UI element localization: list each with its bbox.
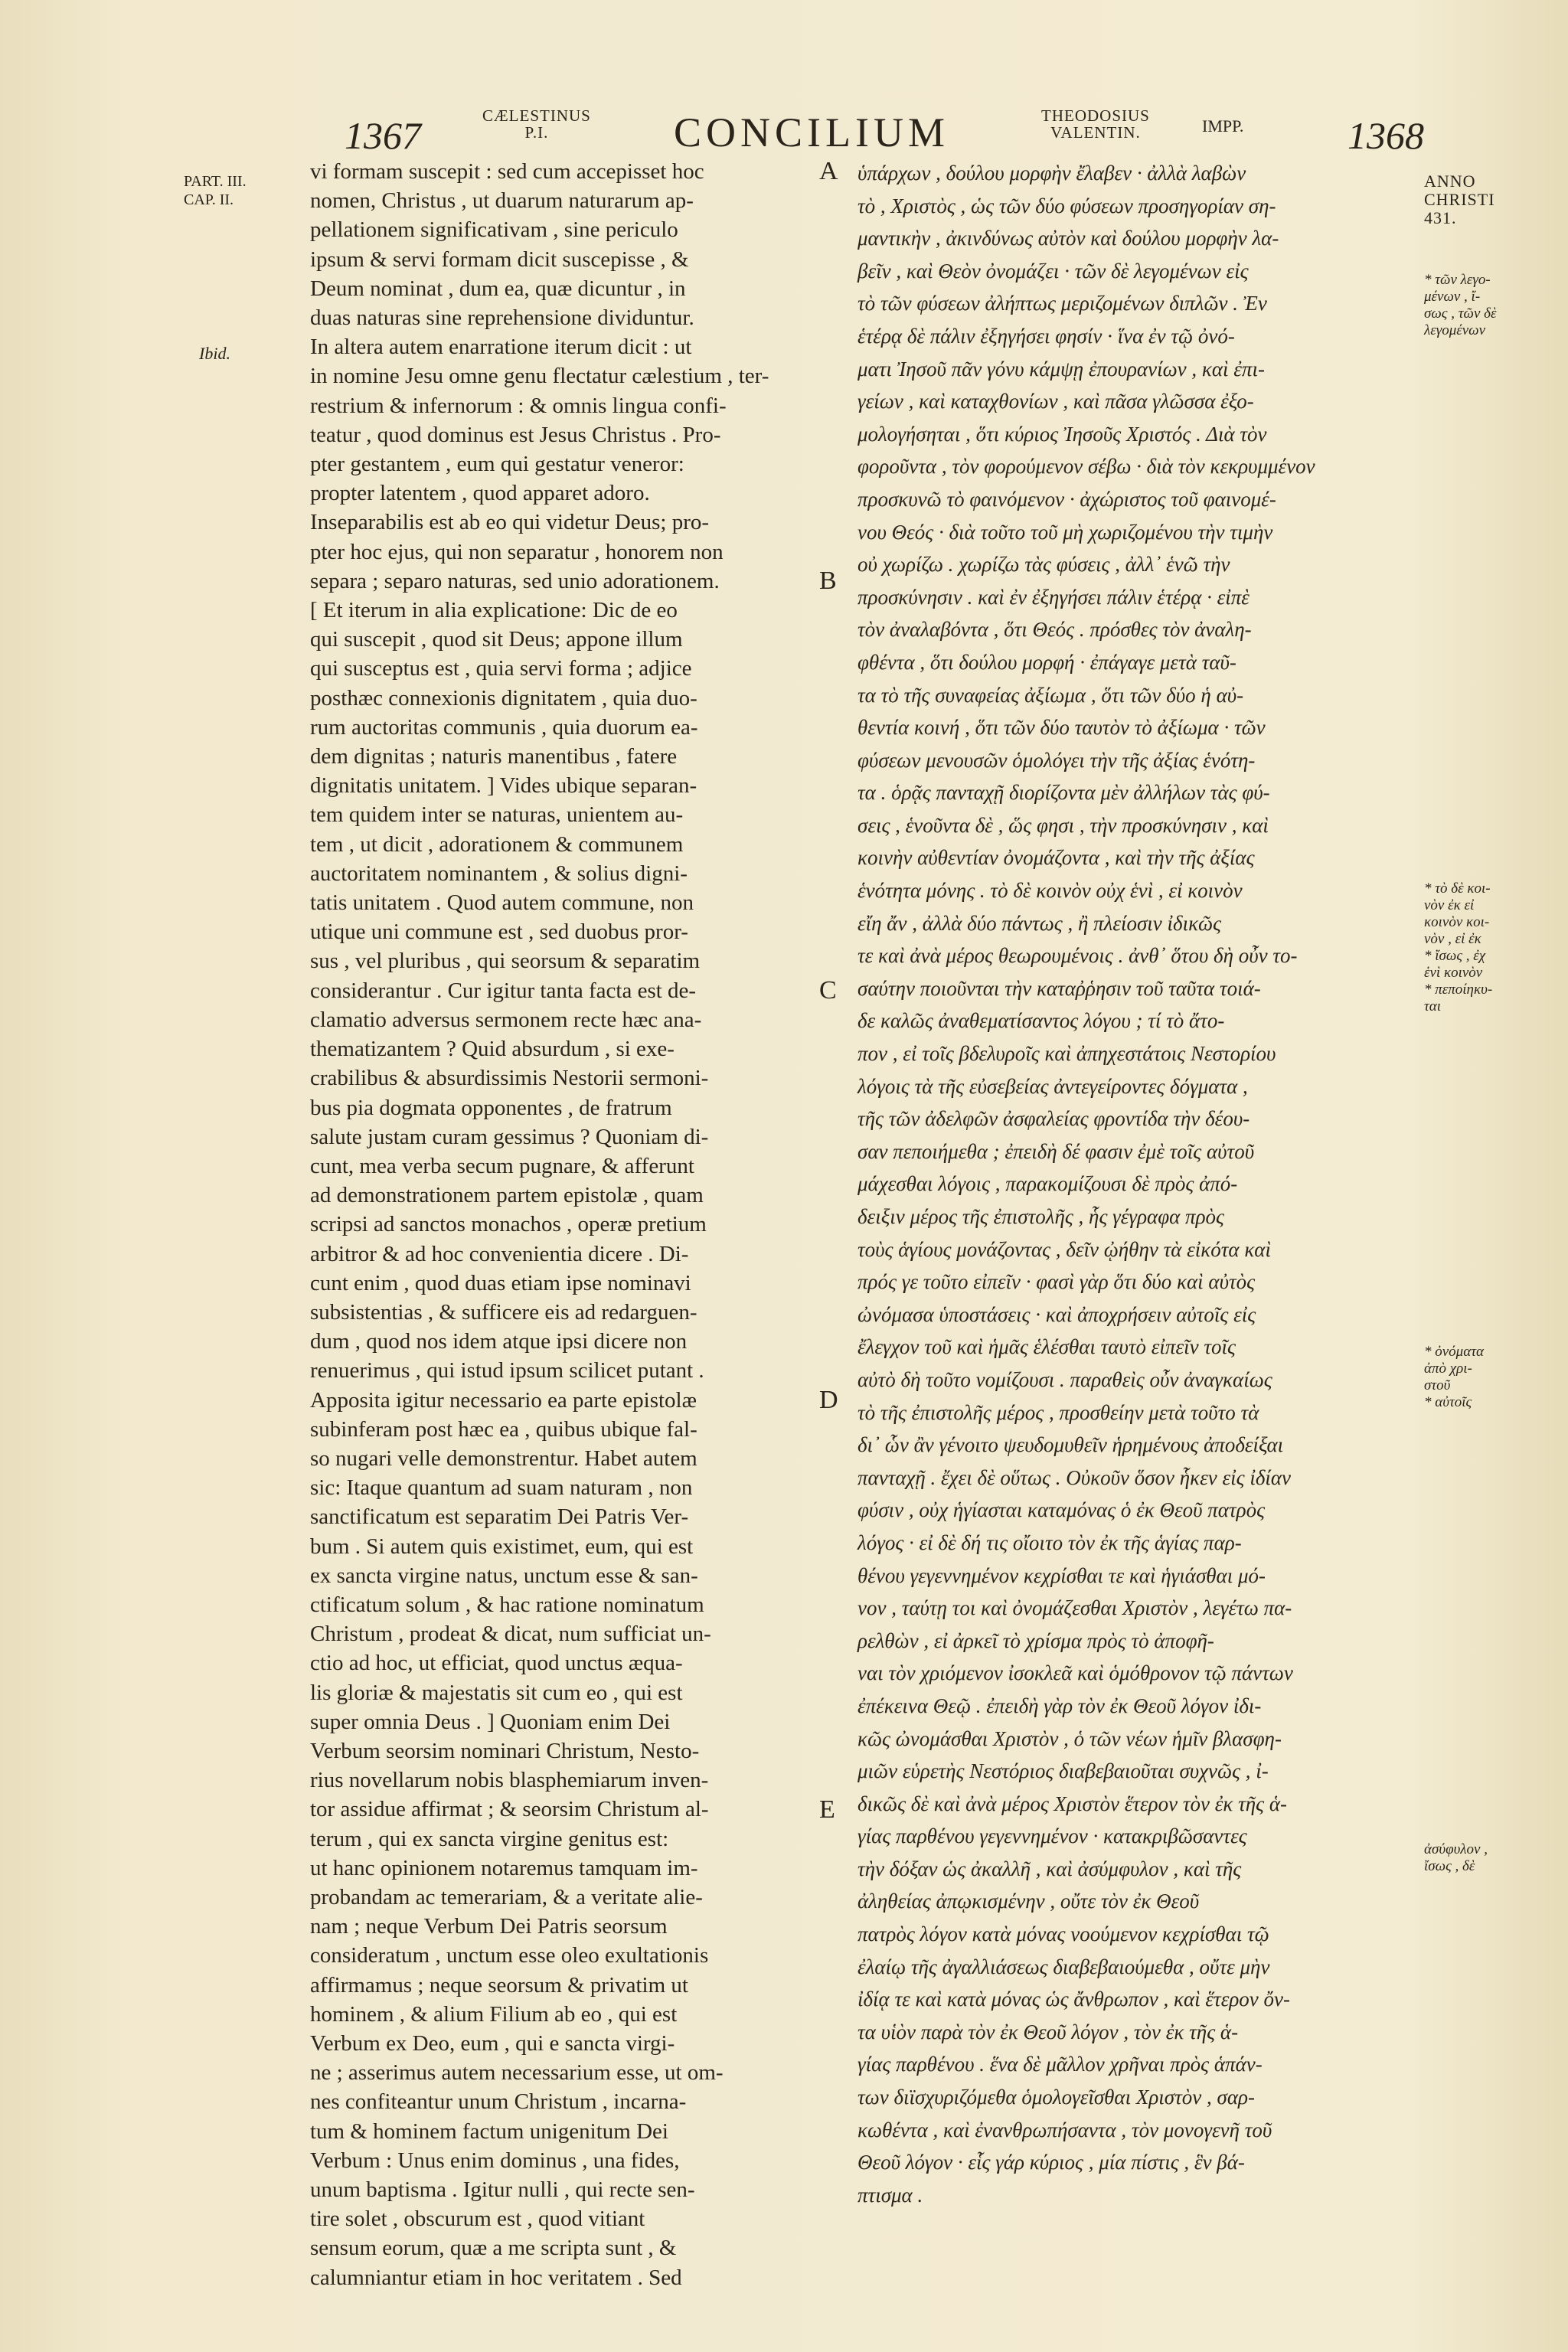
page-number-left: 1367: [345, 114, 421, 157]
section-letter-c: C: [819, 976, 837, 1004]
header-right-caption: THEODOSIUS VALENTIN.: [1041, 106, 1150, 142]
margin-note-1: * τῶν λεγο- μένων , ἴ- σως , τῶν δὲ λεγομένων: [1424, 272, 1497, 338]
header-left-caption: CÆLESTINUS P.I.: [482, 106, 591, 142]
ibid-note: Ibid.: [199, 344, 230, 363]
page-title: CONCILIUM: [674, 109, 949, 155]
greek-column: ὑπάρχων , δούλου μορφὴν ἔλαβεν · ἀλλὰ λαβὼν τὸ , Χριστὸς , ὡς τῶν δύο φύσεων προσηγορίαν ση- μαντικὴν , ἀκινδύνως αὐτὸν καὶ δούλου μορφὴν λα- βεῖν , καὶ Θεὸν ὀνομάζει · τῶν δὲ λεγομένων εἰς τὸ τῶν φύσεων ἀλήπτως μεριζομένων διπλῶν . Ἐν ἑτέρᾳ δὲ πάλιν ἐξηγήσει φησίν · ἵνα ἐν τῷ ὀνό- ματι Ἰησοῦ πᾶν γόνυ κάμψῃ ἐπουρανίων , καὶ ἐπι- γείων , καὶ καταχθονίων , καὶ πᾶσα γλῶσσα ἐξο- μολογήσηται , ὅτι κύριος Ἰησοῦς Χριστός . Διὰ τὸν φοροῦντα , τὸν φορούμενον σέβω · διὰ τὸν κεκρυμμένον προσκυνῶ τὸ φαινόμενον · ἀχώριστος τοῦ φαινομέ- νου Θεός · διὰ τοῦτο τοῦ μὴ χωριζομένου τὴν τιμὴν οὐ χωρίζω . χωρίζω τὰς φύσεις , ἀλλ᾽ ἑνῶ τὴν προσκύνησιν . καὶ ἐν ἐξηγήσει πάλιν ἑτέρᾳ · εἰπὲ τὸν ἀναλαβόντα , ὅτι Θεός . πρόσθες τὸν ἀναλη- φθέντα , ὅτι δούλου μορφή · ἐπάγαγε μετὰ ταῦ- τα τὸ τῆς συναφείας ἀξίωμα , ὅτι τῶν δύο ἡ αὐ- θεντία κοινή , ὅτι τῶν δύο ταυτὸν τὸ ἀξίωμα · τῶν φύσεων μενουσῶν ὁμολόγει τὴν τῆς ἀξίας ἑνότη- τα . ὁρᾷς πανταχῇ διορίζοντα μὲν ἀλλήλων τὰς φύ- σεις , ἑνοῦντα δὲ , ὥς φησι , τὴν προσκύνησιν , καὶ κοινὴν αὐθεντίαν ὀνομάζοντα , καὶ τὴν τῆς ἀξίας ἑνότητα μόνης . τὸ δὲ κοινὸν οὐχ ἑνὶ , εἰ κοινὸν εἴη ἄν , ἀλλὰ δύο πάντως , ἢ πλείοσιν ἰδικῶς τε καὶ ἀνὰ μέρος θεωρουμένοις . ἀνθ᾽ ὅτου δὴ οὖν το- σαύτην ποιοῦνται τὴν καταῤῥησιν τοῦ ταῦτα τοιά- δε καλῶς ἀναθεματίσαντος λόγου ; τί τὸ ἄτο- πον , εἰ τοῖς βδελυροῖς καὶ ἀπηχεστάτοις Νεστορίου λόγοις τὰ τῆς εὐσεβείας ἀντεγείροντες δόγματα , τῆς τῶν ἀδελφῶν ἀσφαλείας φροντίδα τὴν δέου- σαν πεποιήμεθα ; ἐπειδὴ δέ φασιν ἐμὲ τοῖς αὐτοῦ μάχεσθαι λόγοις , παρακομίζουσι δὲ πρὸς ἀπό- δειξιν μέρος τῆς ἐπιστολῆς , ἧς γέγραφα πρὸς τοὺς ἁγίους μονάζοντας , δεῖν ᾠήθην τὰ εἰκότα καὶ πρός γε τοῦτο εἰπεῖν · φασὶ γὰρ ὅτι δύο καὶ αὐτὸς ὠνόμασα ὑποστάσεις · καὶ ἀποχρήσειν αὐτοῖς εἰς ἔλεγχον τοῦ καὶ ἡμᾶς ἑλέσθαι ταυτὸ εἰπεῖν τοῖς αὐτὸ δὴ τοῦτο νομίζουσι . παραθεὶς οὖν ἀναγκαίως τὸ τῆς ἐπιστολῆς μέρος , προσθείην μετὰ τοῦτο τὰ δι᾽ ὧν ἂν γένοιτο ψευδομυθεῖν ἡρημένους ἀποδείξαι πανταχῇ . ἔχει δὲ οὕτως . Οὐκοῦν ὅσον ἧκεν εἰς ἰδίαν φύσιν , οὐχ ἡγίασται καταμόνας ὁ ἐκ Θεοῦ πατρὸς λόγος · εἰ δὲ δή τις οἴοιτο τὸν ἐκ τῆς ἁγίας παρ- θένου γεγεννημένον κεχρίσθαι τε καὶ ἡγιάσθαι μό- νον , ταύτῃ τοι καὶ ὀνομάζεσθαι Χριστὸν , λεγέτω πα- ρελθὼν , εἰ ἀρκεῖ τὸ χρίσμα πρὸς τὸ ἀποφῆ- ναι τὸν χριόμενον ἰσοκλεᾶ καὶ ὁμόθρονον τῷ πάντων ἐπέκεινα Θεῷ . ἐπειδὴ γὰρ τὸν ἐκ Θεοῦ λόγον ἰδι- κῶς ὠνομάσθαι Χριστὸν , ὁ τῶν νέων ἡμῖν βλασφη- μιῶν εὑρετὴς Νεστόριος διαβεβαιοῦται συχνῶς , ἰ- δικῶς δὲ καὶ ἀνὰ μέρος Χριστὸν ἕτερον τὸν ἐκ τῆς ἁ- γίας παρθένου γεγεννημένον · κατακριβῶσαντες τὴν δόξαν ὡς ἀκαλλῆ , καὶ ἀσύμφυλον , καὶ τῆς ἀληθείας ἀπῳκισμένην , οὔτε τὸν ἐκ Θεοῦ πατρὸς λόγον κατὰ μόνας νοούμενον κεχρίσθαι τῷ ἐλαίῳ τῆς ἀγαλλιάσεως διαβεβαιούμεθα , οὔτε μὴν ἰδίᾳ τε καὶ κατὰ μόνας ὡς ἄνθρωπον , καὶ ἕτερον ὄν- τα υἱὸν παρὰ τὸν ἐκ Θεοῦ λόγον , τὸν ἐκ τῆς ἁ- γίας παρθένου . ἕνα δὲ μᾶλλον χρῆναι πρὸς ἁπάν- των διϊσχυριζόμεθα ὁμολογεῖσθαι Χριστὸν , σαρ- κωθέντα , καὶ ἐνανθρωπήσαντα , τὸν μονογενῆ τοῦ Θεοῦ λόγον · εἷς γάρ κύριος , μία πίστις , ἓν βά- πτισμα .: [858, 162, 1315, 2207]
left-margin-notes: [184, 172, 276, 363]
page-number-right: 1368: [1348, 114, 1424, 157]
right-margin-notes: [1424, 172, 1539, 1874]
margin-note-3: * ὀνόματα ἀπὸ χρι- στοῦ * αὐτοῖς: [1424, 1344, 1484, 1410]
section-letter-d: D: [819, 1386, 838, 1414]
section-letter-b: B: [819, 567, 837, 595]
part-chapter-note: PART. III. CAP. II.: [184, 173, 247, 208]
section-letter-e: E: [819, 1795, 835, 1824]
margin-note-4: ἀσύφυλον , ἴσως , δὲ: [1424, 1841, 1488, 1874]
section-letter-a: A: [819, 157, 838, 185]
section-letters: [819, 157, 850, 2148]
margin-note-2: * τὸ δὲ κοι- νὸν ἐκ εἰ κοινὸν κοι- νὸν , εἰ ἐκ * ἴσως , ἐχ ἑνὶ κοινὸν * πεποίηκυ- ται: [1424, 880, 1493, 1014]
header-imp: IMPP.: [1202, 116, 1244, 136]
latin-column: vi formam suscepit : sed cum accepisset hoc nomen, Christus , ut duarum naturarum ap- pellationem significativam , sine periculo ipsum & servi formam dicit suscepisse , & Deum nominat , dum ea, quæ dicuntur , in duas naturas sine reprehensione dividuntur. In altera autem enarratione iterum dicit : ut in nomine Jesu omne genu flectatur cælestium , ter- restrium & infernorum : & omnis lingua confi- teatur , quod dominus est Jesus Christus . Pro- pter gestantem , eum qui gestatur veneror: propter latentem , quod apparet adoro. Inseparabilis est ab eo qui videtur Deus; pro- pter hoc ejus, qui non separatur , honorem non separa ; separo naturas, sed unio adorationem. [ Et iterum in alia explicatione: Dic de eo qui suscepit , quod sit Deus; appone illum qui susceptus est , quia servi forma ; adjice posthæc connexionis dignitatem , quia duo- rum auctoritas communis , quia duorum ea- dem dignitas ; naturis manentibus , fatere dignitatis unitatem. ] Vides ubique separan- tem quidem inter se naturas, unientem au- tem , ut dicit , adorationem & communem auctoritatem nominantem , & solius digni- tatis unitatem . Quod autem commune, non utique uni commune est , sed duobus pror- sus , vel pluribus , qui seorsum & separatim considerantur . Cur igitur tanta facta est de- clamatio adversus sermonem recte hæc ana- thematizantem ? Quid absurdum , si exe- crabilibus & absurdissimis Nestorii sermoni- bus pia dogmata opponentes , de fratrum salute justam curam gessimus ? Quoniam di- cunt, mea verba secum pugnare, & afferunt ad demonstrationem partem epistolæ , quam scripsi ad sanctos monachos , operæ pretium arbitror & ad hoc convenientia dicere . Di- cunt enim , quod duas etiam ipse nominavi subsistentias , & sufficere eis ad redarguen- dum , quod nos idem atque ipsi dicere non renuerimus , qui istud ipsum scilicet putant . Apposita igitur necessario ea parte epistolæ subinferam post hæc ea , quibus ubique fal- so nugari velle demonstrentur. Habet autem sic: Itaque quantum ad suam naturam , non sanctificatum est separatim Dei Patris Ver- bum . Si autem quis existimet, eum, qui est ex sancta virgine natus, unctum esse & san- ctificatum solum , & hac ratione nominatum Christum , prodeat & dicat, num sufficiat un- ctio ad hoc, ut efficiat, quod unctus æqua- lis gloriæ & majestatis sit cum eo , qui est super omnia Deus . ] Quoniam enim Dei Verbum seorsim nominari Christum, Nesto- rius novellarum nobis blasphemiarum inven- tor assidue affirmat ; & seorsim Christum al- terum , qui ex sancta virgine genitus est: ut hanc opinionem notaremus tamquam im- probandam ac temerariam, & a veritate alie- nam ; neque Verbum Dei Patris seorsum consideratum , unctum esse oleo exultationis affirmamus ; neque seorsum & privatim ut hominem , & alium Filium ab eo , qui est Verbum ex Deo, eum , qui e sancta virgi- ne ; asserimus autem necessarium esse, ut om- nes confiteantur unum Christum , incarna- tum & hominem factum unigenitum Dei Verbum : Unus enim dominus , una fides, unum baptisma . Igitur nulli , qui recte sen- tire solet , obscurum est , quod vitiant sensum eorum, quæ a me scripta sunt , & calumniantur etiam in hoc veritatem . Sed: [310, 159, 769, 2290]
anno-christi-note: ANNO CHRISTI 431.: [1424, 172, 1495, 227]
